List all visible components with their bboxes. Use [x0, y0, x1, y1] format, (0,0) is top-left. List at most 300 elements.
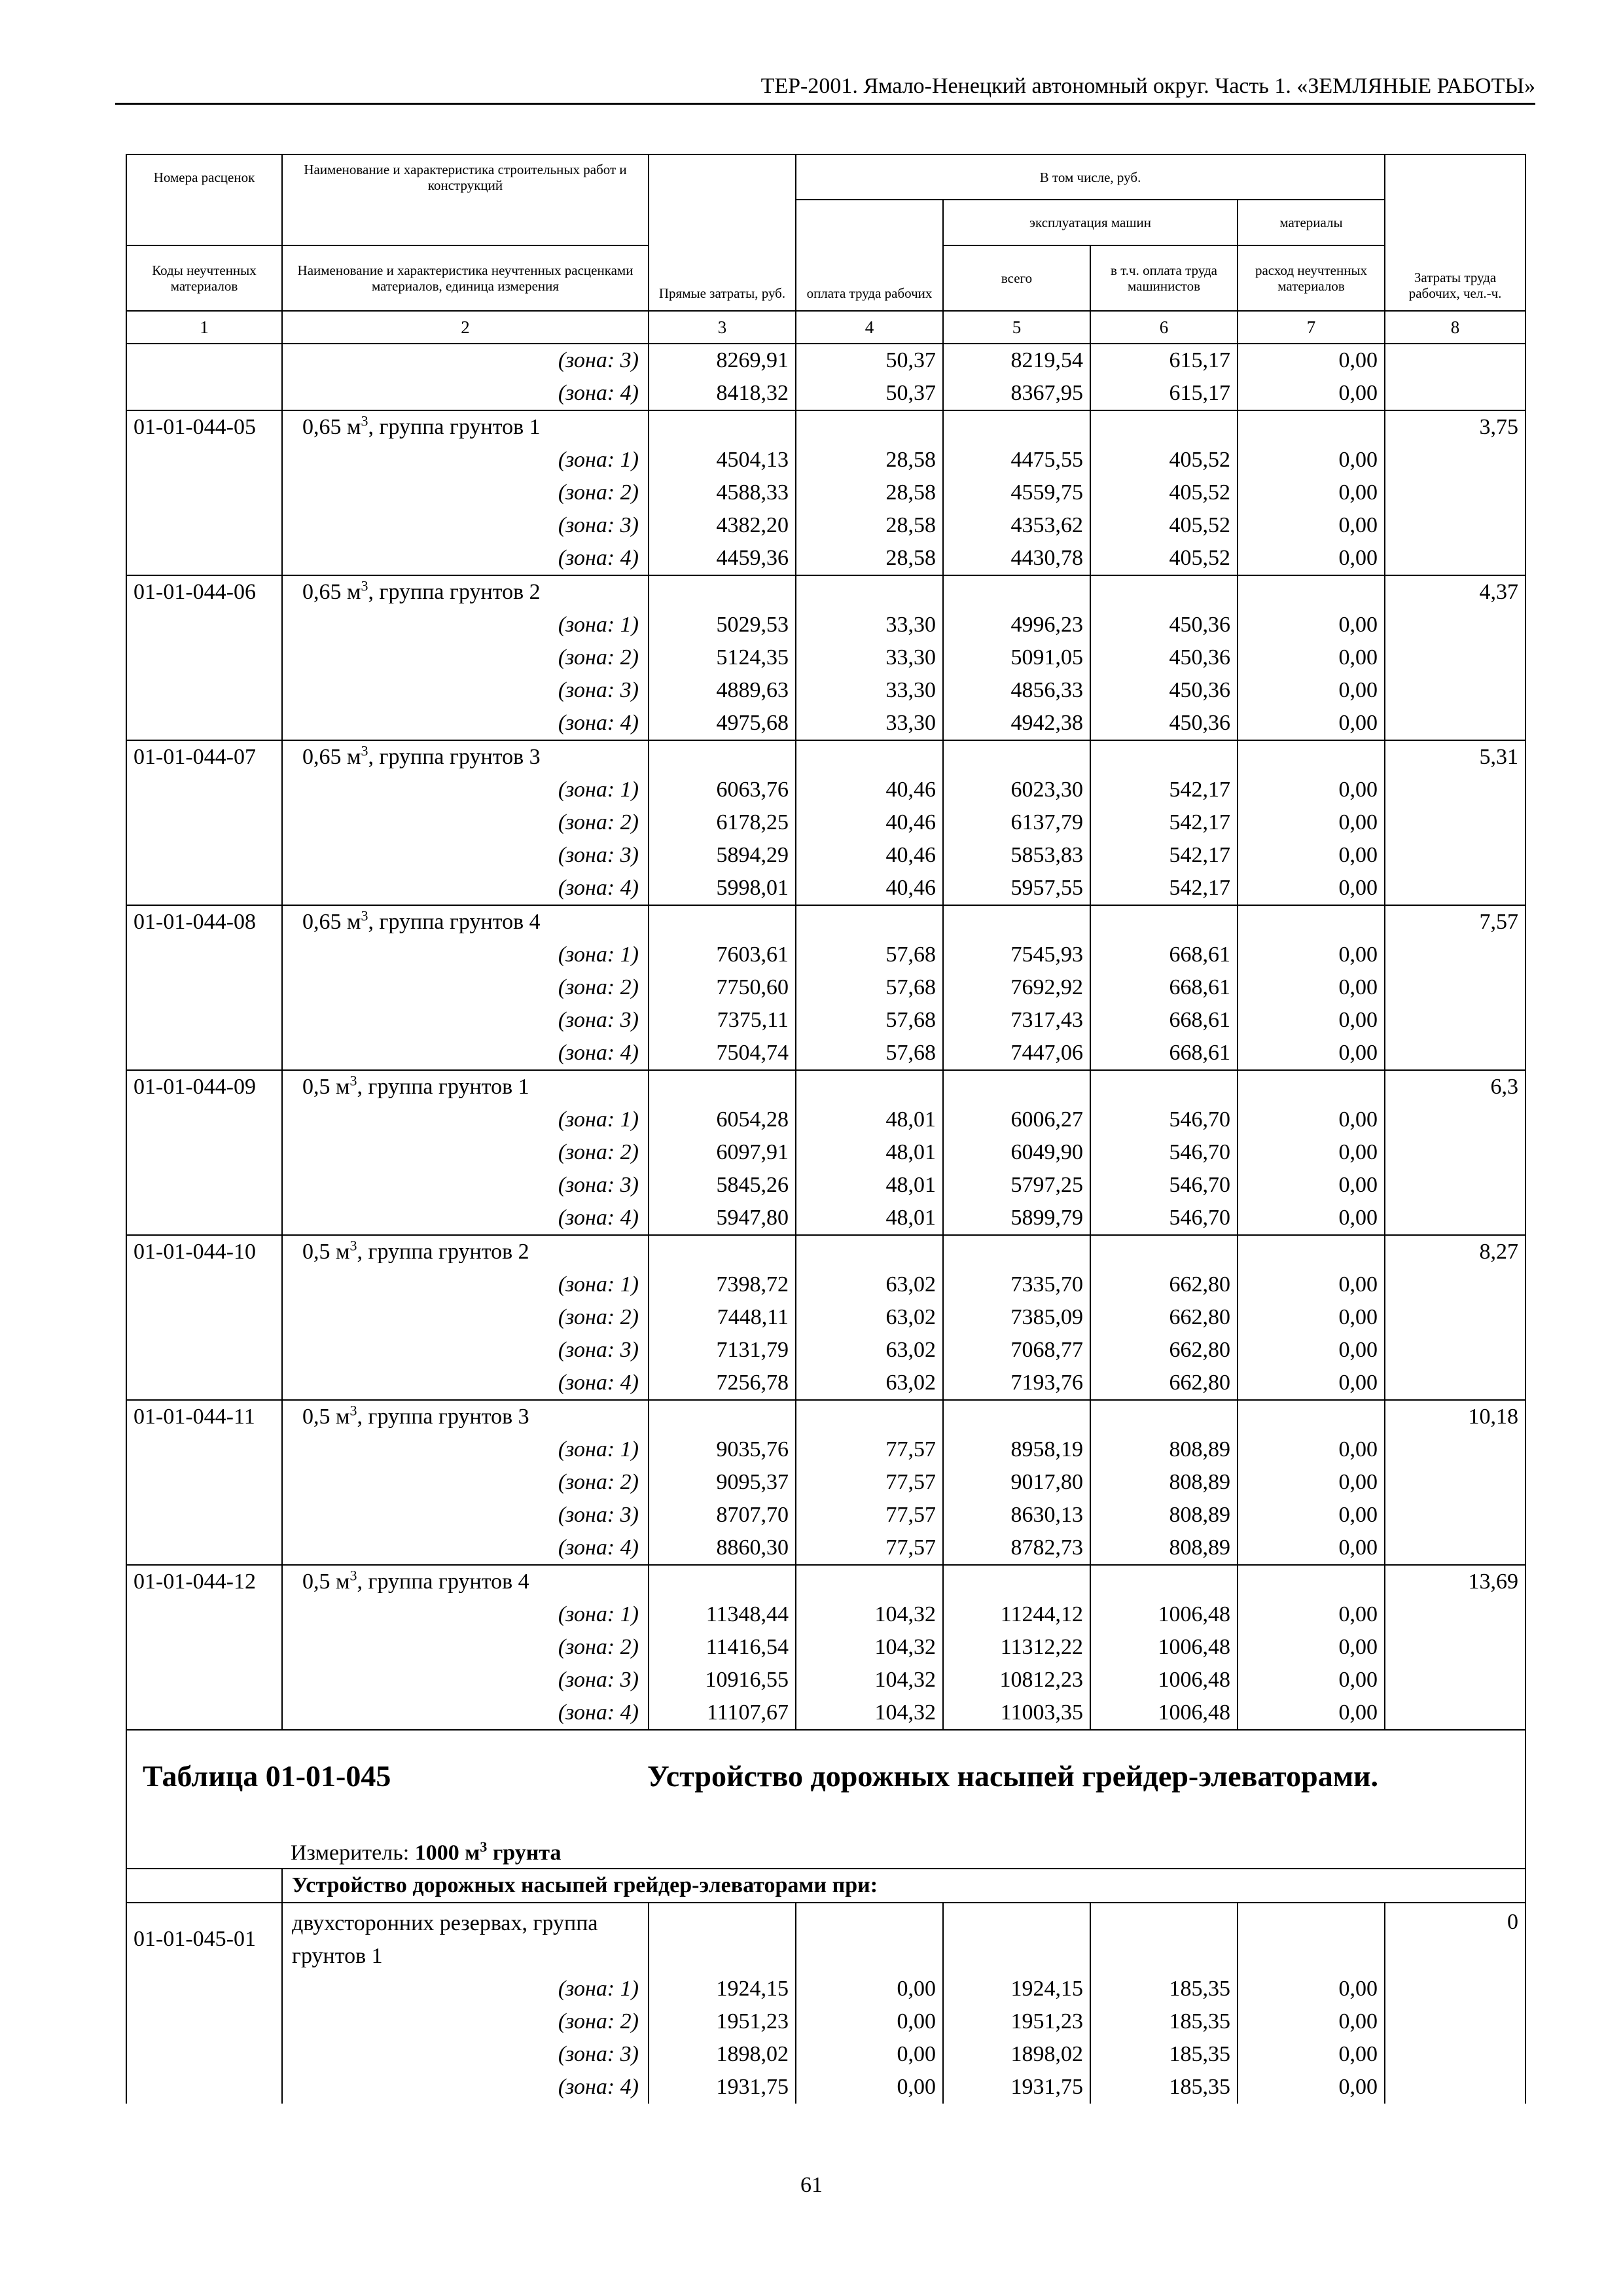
empty-cell — [1238, 1400, 1385, 1433]
work-name — [282, 740, 649, 774]
empty-cell — [1090, 1070, 1238, 1103]
materials-cost: 0,00 — [1238, 1466, 1385, 1499]
labor-pay: 57,68 — [796, 939, 943, 971]
table-row — [126, 1268, 1525, 1301]
materials-cost: 0,00 — [1238, 1334, 1385, 1367]
rate-code: 01-01-044-08 — [126, 905, 282, 939]
materials-cost: 0,00 — [1238, 476, 1385, 509]
labor-pay: 57,68 — [796, 1004, 943, 1037]
materials-cost: 0,00 — [1238, 1169, 1385, 1202]
table-row — [126, 1169, 1525, 1202]
zone-label: (зона: 2) — [282, 1466, 649, 1499]
machines-total: 4430,78 — [943, 542, 1090, 575]
direct-cost: 5947,80 — [649, 1202, 796, 1235]
table-row — [126, 1499, 1525, 1532]
zone-label: (зона: 4) — [282, 2071, 649, 2104]
direct-cost: 4504,13 — [649, 444, 796, 476]
machinist-pay: 668,61 — [1090, 971, 1238, 1004]
empty-cell — [796, 1903, 943, 1973]
rate-code: 01-01-044-10 — [126, 1235, 282, 1268]
labor-pay: 104,32 — [796, 1664, 943, 1696]
table2-number: Таблица 01-01-045 — [143, 1759, 391, 1793]
materials-cost: 0,00 — [1238, 344, 1385, 377]
labor-hours: 3,75 — [1385, 410, 1525, 444]
machinist-pay: 1006,48 — [1090, 1664, 1238, 1696]
code-cell — [126, 2005, 282, 2038]
code-cell — [126, 2038, 282, 2071]
table-row — [126, 1466, 1525, 1499]
machinist-pay: 808,89 — [1090, 1466, 1238, 1499]
colnum: 6 — [1090, 311, 1238, 344]
running-header-text: ТЕР-2001. Ямало-Ненецкий автономный округ. Часть 1. «ЗЕМЛЯНЫЕ РАБОТЫ» — [760, 74, 1535, 98]
empty-cell — [649, 575, 796, 609]
header-group: В том числе, руб. — [796, 154, 1385, 200]
rate-block-row — [126, 905, 1525, 939]
zone-label: (зона: 1) — [282, 939, 649, 971]
code-cell — [126, 1466, 282, 1499]
labor-pay: 33,30 — [796, 674, 943, 707]
zone-label: (зона: 3) — [282, 2038, 649, 2071]
machines-total: 8782,73 — [943, 1532, 1090, 1565]
work-name-suffix: , группа грунтов 4 — [357, 1570, 529, 1594]
direct-cost: 1898,02 — [649, 2038, 796, 2071]
direct-cost: 7375,11 — [649, 1004, 796, 1037]
labor-hours — [1385, 476, 1525, 509]
machinist-pay: 405,52 — [1090, 509, 1238, 542]
machines-total: 6049,90 — [943, 1136, 1090, 1169]
materials-cost: 0,00 — [1238, 1103, 1385, 1136]
header-col7: расход неучтенных материалов — [1238, 245, 1385, 311]
code-cell — [126, 1268, 282, 1301]
code-cell — [126, 1169, 282, 1202]
work-name-text: 0,5 м — [302, 1240, 350, 1264]
measure-unit: грунта — [487, 1840, 562, 1865]
table-row — [126, 2071, 1525, 2104]
machinist-pay: 808,89 — [1090, 1433, 1238, 1466]
rate-block-row — [126, 1235, 1525, 1268]
header-col4: оплата труда рабочих — [796, 200, 943, 311]
header-col3: Прямые затраты, руб. — [649, 154, 796, 311]
labor-pay: 33,30 — [796, 609, 943, 641]
zone-label: (зона: 3) — [282, 1664, 649, 1696]
direct-cost: 4975,68 — [649, 707, 796, 740]
table2-title-cell — [126, 1730, 1525, 1869]
zone-label: (зона: 3) — [282, 1499, 649, 1532]
empty-cell — [126, 1869, 282, 1903]
zone-label: (зона: 2) — [282, 1136, 649, 1169]
code-cell — [126, 707, 282, 740]
table-row — [126, 476, 1525, 509]
table-row — [126, 509, 1525, 542]
labor-hours — [1385, 1631, 1525, 1664]
work-name-text: 0,5 м — [302, 1405, 350, 1429]
direct-cost: 5029,53 — [649, 609, 796, 641]
code-cell — [126, 1598, 282, 1631]
rate-code: 01-01-044-07 — [126, 740, 282, 774]
labor-pay: 40,46 — [796, 806, 943, 839]
labor-pay: 104,32 — [796, 1696, 943, 1730]
materials-cost: 0,00 — [1238, 1696, 1385, 1730]
materials-cost: 0,00 — [1238, 774, 1385, 806]
materials-cost: 0,00 — [1238, 1433, 1385, 1466]
labor-pay: 28,58 — [796, 509, 943, 542]
materials-cost: 0,00 — [1238, 939, 1385, 971]
zone-label: (зона: 2) — [282, 641, 649, 674]
empty-cell — [1090, 410, 1238, 444]
header-col1-bottom: Коды неучтенных материалов — [126, 245, 282, 311]
code-cell — [126, 774, 282, 806]
labor-hours: 6,3 — [1385, 1070, 1525, 1103]
work-name-text: 0,5 м — [302, 1075, 350, 1099]
labor-hours — [1385, 1532, 1525, 1565]
machinist-pay: 542,17 — [1090, 839, 1238, 872]
code-cell — [126, 806, 282, 839]
direct-cost: 8269,91 — [649, 344, 796, 377]
table-row — [126, 377, 1525, 410]
machinist-pay: 668,61 — [1090, 1004, 1238, 1037]
empty-cell — [1238, 740, 1385, 774]
labor-pay: 63,02 — [796, 1268, 943, 1301]
machinist-pay: 546,70 — [1090, 1169, 1238, 1202]
code-cell — [126, 344, 282, 377]
code-cell — [126, 1664, 282, 1696]
code-cell — [126, 839, 282, 872]
materials-cost: 0,00 — [1238, 1598, 1385, 1631]
table-row — [126, 1973, 1525, 2005]
labor-pay: 48,01 — [796, 1103, 943, 1136]
materials-cost: 0,00 — [1238, 1268, 1385, 1301]
machines-total: 9017,80 — [943, 1466, 1090, 1499]
empty-cell — [943, 740, 1090, 774]
rate-code: 01-01-044-06 — [126, 575, 282, 609]
empty-cell — [796, 740, 943, 774]
unit-exponent: 3 — [349, 1237, 357, 1254]
code-cell — [126, 444, 282, 476]
machines-total: 7545,93 — [943, 939, 1090, 971]
machines-total: 8367,95 — [943, 377, 1090, 410]
materials-cost: 0,00 — [1238, 377, 1385, 410]
work-name — [282, 1565, 649, 1598]
labor-hours — [1385, 1367, 1525, 1400]
empty-cell — [796, 905, 943, 939]
direct-cost: 7750,60 — [649, 971, 796, 1004]
code-cell — [126, 542, 282, 575]
running-header — [115, 73, 1535, 105]
machines-total: 8219,54 — [943, 344, 1090, 377]
labor-pay: 48,01 — [796, 1202, 943, 1235]
materials-cost: 0,00 — [1238, 444, 1385, 476]
labor-hours — [1385, 377, 1525, 410]
table-row — [126, 2038, 1525, 2071]
materials-cost: 0,00 — [1238, 674, 1385, 707]
direct-cost: 11107,67 — [649, 1696, 796, 1730]
table-row — [126, 1136, 1525, 1169]
machinist-pay: 546,70 — [1090, 1202, 1238, 1235]
table-row — [126, 872, 1525, 905]
materials-cost: 0,00 — [1238, 2071, 1385, 2104]
materials-cost: 0,00 — [1238, 1037, 1385, 1070]
header-materials: материалы — [1238, 200, 1385, 245]
work-name-suffix: , группа грунтов 2 — [357, 1240, 529, 1264]
code-cell — [126, 1334, 282, 1367]
empty-cell — [1090, 1235, 1238, 1268]
machinist-pay: 450,36 — [1090, 609, 1238, 641]
column-numbers-row — [126, 311, 1525, 344]
table2-title: Устройство дорожных насыпей грейдер-элеваторами. — [647, 1759, 1379, 1793]
materials-cost: 0,00 — [1238, 1301, 1385, 1334]
labor-pay: 104,32 — [796, 1598, 943, 1631]
unit-exponent: 3 — [349, 1072, 357, 1089]
direct-cost: 1924,15 — [649, 1973, 796, 2005]
materials-cost: 0,00 — [1238, 641, 1385, 674]
direct-cost: 7603,61 — [649, 939, 796, 971]
empty-cell — [649, 1070, 796, 1103]
rate-code: 01-01-044-09 — [126, 1070, 282, 1103]
materials-cost: 0,00 — [1238, 1532, 1385, 1565]
machines-total: 5899,79 — [943, 1202, 1090, 1235]
code-cell — [126, 1037, 282, 1070]
work-name-text: 0,65 м — [302, 580, 361, 604]
machines-total: 1951,23 — [943, 2005, 1090, 2038]
work-name-suffix: , группа грунтов 2 — [368, 580, 541, 604]
machines-total: 4559,75 — [943, 476, 1090, 509]
empty-cell — [1090, 1903, 1238, 1973]
work-name-suffix: , группа грунтов 3 — [357, 1405, 529, 1429]
colnum: 8 — [1385, 311, 1525, 344]
labor-hours — [1385, 1466, 1525, 1499]
code-cell — [126, 1973, 282, 2005]
materials-cost: 0,00 — [1238, 542, 1385, 575]
machinist-pay: 615,17 — [1090, 344, 1238, 377]
unit-exponent: 3 — [349, 1567, 357, 1584]
labor-hours — [1385, 774, 1525, 806]
labor-hours — [1385, 444, 1525, 476]
zone-label: (зона: 4) — [282, 707, 649, 740]
zone-label: (зона: 1) — [282, 609, 649, 641]
rate-block-row — [126, 1903, 1525, 1973]
table-row — [126, 1664, 1525, 1696]
empty-cell — [796, 1070, 943, 1103]
labor-hours — [1385, 1136, 1525, 1169]
machines-total: 7335,70 — [943, 1268, 1090, 1301]
labor-hours — [1385, 1301, 1525, 1334]
empty-cell — [943, 905, 1090, 939]
empty-cell — [1090, 1400, 1238, 1433]
work-name-text: 0,65 м — [302, 745, 361, 769]
header-col5: всего — [943, 245, 1090, 311]
table-row — [126, 1367, 1525, 1400]
table2-subheading: Устройство дорожных насыпей грейдер-элеваторами при: — [282, 1869, 1525, 1903]
machinist-pay: 405,52 — [1090, 444, 1238, 476]
zone-label: (зона: 4) — [282, 1037, 649, 1070]
zone-label: (зона: 3) — [282, 1169, 649, 1202]
empty-cell — [1238, 410, 1385, 444]
machinist-pay: 542,17 — [1090, 806, 1238, 839]
labor-hours — [1385, 1202, 1525, 1235]
code-cell — [126, 1202, 282, 1235]
rate-block-row — [126, 740, 1525, 774]
machinist-pay: 546,70 — [1090, 1103, 1238, 1136]
labor-hours: 4,37 — [1385, 575, 1525, 609]
materials-cost: 0,00 — [1238, 806, 1385, 839]
direct-cost: 8418,32 — [649, 377, 796, 410]
code-cell — [126, 939, 282, 971]
materials-cost: 0,00 — [1238, 1367, 1385, 1400]
zone-label: (зона: 3) — [282, 344, 649, 377]
zone-label: (зона: 1) — [282, 1433, 649, 1466]
rate-code: 01-01-044-11 — [126, 1400, 282, 1433]
machinist-pay: 542,17 — [1090, 872, 1238, 905]
machines-total: 11312,22 — [943, 1631, 1090, 1664]
rate-block-row — [126, 410, 1525, 444]
zone-label: (зона: 3) — [282, 509, 649, 542]
labor-pay: 28,58 — [796, 444, 943, 476]
labor-pay: 0,00 — [796, 1973, 943, 2005]
zone-label: (зона: 1) — [282, 1973, 649, 2005]
direct-cost: 6097,91 — [649, 1136, 796, 1169]
machines-total: 7447,06 — [943, 1037, 1090, 1070]
machines-total: 1924,15 — [943, 1973, 1090, 2005]
page-number: 61 — [800, 2173, 823, 2197]
code-cell — [126, 476, 282, 509]
rates-table — [126, 154, 1526, 2104]
labor-pay: 77,57 — [796, 1532, 943, 1565]
table2-measure — [291, 1834, 561, 1866]
machines-total: 4942,38 — [943, 707, 1090, 740]
zone-label: (зона: 1) — [282, 1598, 649, 1631]
direct-cost: 1931,75 — [649, 2071, 796, 2104]
zone-label: (зона: 2) — [282, 806, 649, 839]
zone-label: (зона: 3) — [282, 1004, 649, 1037]
code-cell — [126, 1136, 282, 1169]
empty-cell — [943, 1400, 1090, 1433]
unit-exponent: 3 — [361, 412, 368, 429]
labor-hours — [1385, 609, 1525, 641]
direct-cost: 5845,26 — [649, 1169, 796, 1202]
zone-label: (зона: 3) — [282, 1334, 649, 1367]
machinist-pay: 450,36 — [1090, 641, 1238, 674]
table-row — [126, 2005, 1525, 2038]
machinist-pay: 662,80 — [1090, 1268, 1238, 1301]
labor-hours: 7,57 — [1385, 905, 1525, 939]
direct-cost: 1951,23 — [649, 2005, 796, 2038]
code-cell — [126, 971, 282, 1004]
materials-cost: 0,00 — [1238, 1136, 1385, 1169]
colnum: 2 — [282, 311, 649, 344]
direct-cost: 7448,11 — [649, 1301, 796, 1334]
machinist-pay: 1006,48 — [1090, 1631, 1238, 1664]
materials-cost: 0,00 — [1238, 1499, 1385, 1532]
unit-exponent: 3 — [361, 577, 368, 594]
work-name-suffix: , группа грунтов 3 — [368, 745, 541, 769]
machines-total: 1898,02 — [943, 2038, 1090, 2071]
machinist-pay: 615,17 — [1090, 377, 1238, 410]
measure-label: Измеритель: — [291, 1840, 415, 1865]
empty-cell — [943, 1235, 1090, 1268]
labor-hours — [1385, 1433, 1525, 1466]
direct-cost: 7256,78 — [649, 1367, 796, 1400]
work-name-text: 0,65 м — [302, 415, 361, 439]
zone-label: (зона: 4) — [282, 872, 649, 905]
table-row — [126, 542, 1525, 575]
table-row — [126, 609, 1525, 641]
direct-cost: 4588,33 — [649, 476, 796, 509]
table-row — [126, 939, 1525, 971]
labor-pay: 104,32 — [796, 1631, 943, 1664]
direct-cost: 9095,37 — [649, 1466, 796, 1499]
rate-block-row — [126, 1565, 1525, 1598]
zone-label: (зона: 3) — [282, 839, 649, 872]
empty-cell — [1090, 905, 1238, 939]
empty-cell — [1090, 575, 1238, 609]
labor-hours — [1385, 2071, 1525, 2104]
empty-cell — [943, 1565, 1090, 1598]
zone-label: (зона: 4) — [282, 1696, 649, 1730]
machines-total: 4353,62 — [943, 509, 1090, 542]
code-cell — [126, 609, 282, 641]
zone-label: (зона: 4) — [282, 377, 649, 410]
work-name — [282, 1070, 649, 1103]
rate-block-row — [126, 575, 1525, 609]
machinist-pay: 1006,48 — [1090, 1598, 1238, 1631]
empty-cell — [649, 1400, 796, 1433]
zone-label: (зона: 1) — [282, 1268, 649, 1301]
rate-code: 01-01-044-12 — [126, 1565, 282, 1598]
machinist-pay: 668,61 — [1090, 939, 1238, 971]
machinist-pay: 405,52 — [1090, 542, 1238, 575]
labor-hours — [1385, 2038, 1525, 2071]
work-name-suffix: , группа грунтов 4 — [368, 910, 541, 934]
labor-hours — [1385, 1004, 1525, 1037]
labor-hours — [1385, 1664, 1525, 1696]
labor-pay: 77,57 — [796, 1499, 943, 1532]
labor-pay: 0,00 — [796, 2038, 943, 2071]
machines-total: 11244,12 — [943, 1598, 1090, 1631]
colnum: 1 — [126, 311, 282, 344]
machinist-pay: 405,52 — [1090, 476, 1238, 509]
machinist-pay: 808,89 — [1090, 1499, 1238, 1532]
empty-cell — [1238, 1235, 1385, 1268]
zone-label: (зона: 2) — [282, 2005, 649, 2038]
labor-hours — [1385, 1268, 1525, 1301]
labor-hours — [1385, 806, 1525, 839]
empty-cell — [1238, 905, 1385, 939]
code-cell — [126, 1532, 282, 1565]
machines-total: 5797,25 — [943, 1169, 1090, 1202]
empty-cell — [649, 1565, 796, 1598]
direct-cost: 8707,70 — [649, 1499, 796, 1532]
labor-hours — [1385, 344, 1525, 377]
labor-hours — [1385, 839, 1525, 872]
labor-pay: 50,37 — [796, 344, 943, 377]
machinist-pay: 185,35 — [1090, 1973, 1238, 2005]
direct-cost: 8860,30 — [649, 1532, 796, 1565]
rate-block-row — [126, 1070, 1525, 1103]
labor-pay: 63,02 — [796, 1334, 943, 1367]
machinist-pay: 808,89 — [1090, 1532, 1238, 1565]
machinist-pay: 668,61 — [1090, 1037, 1238, 1070]
work-name — [282, 1400, 649, 1433]
machines-total: 10812,23 — [943, 1664, 1090, 1696]
empty-cell — [796, 410, 943, 444]
header-row-1 — [126, 154, 1525, 200]
zone-label: (зона: 2) — [282, 476, 649, 509]
machines-total: 7068,77 — [943, 1334, 1090, 1367]
zone-label: (зона: 1) — [282, 774, 649, 806]
work-name-text: 0,5 м — [302, 1570, 350, 1594]
work-name — [282, 1235, 649, 1268]
labor-hours — [1385, 542, 1525, 575]
